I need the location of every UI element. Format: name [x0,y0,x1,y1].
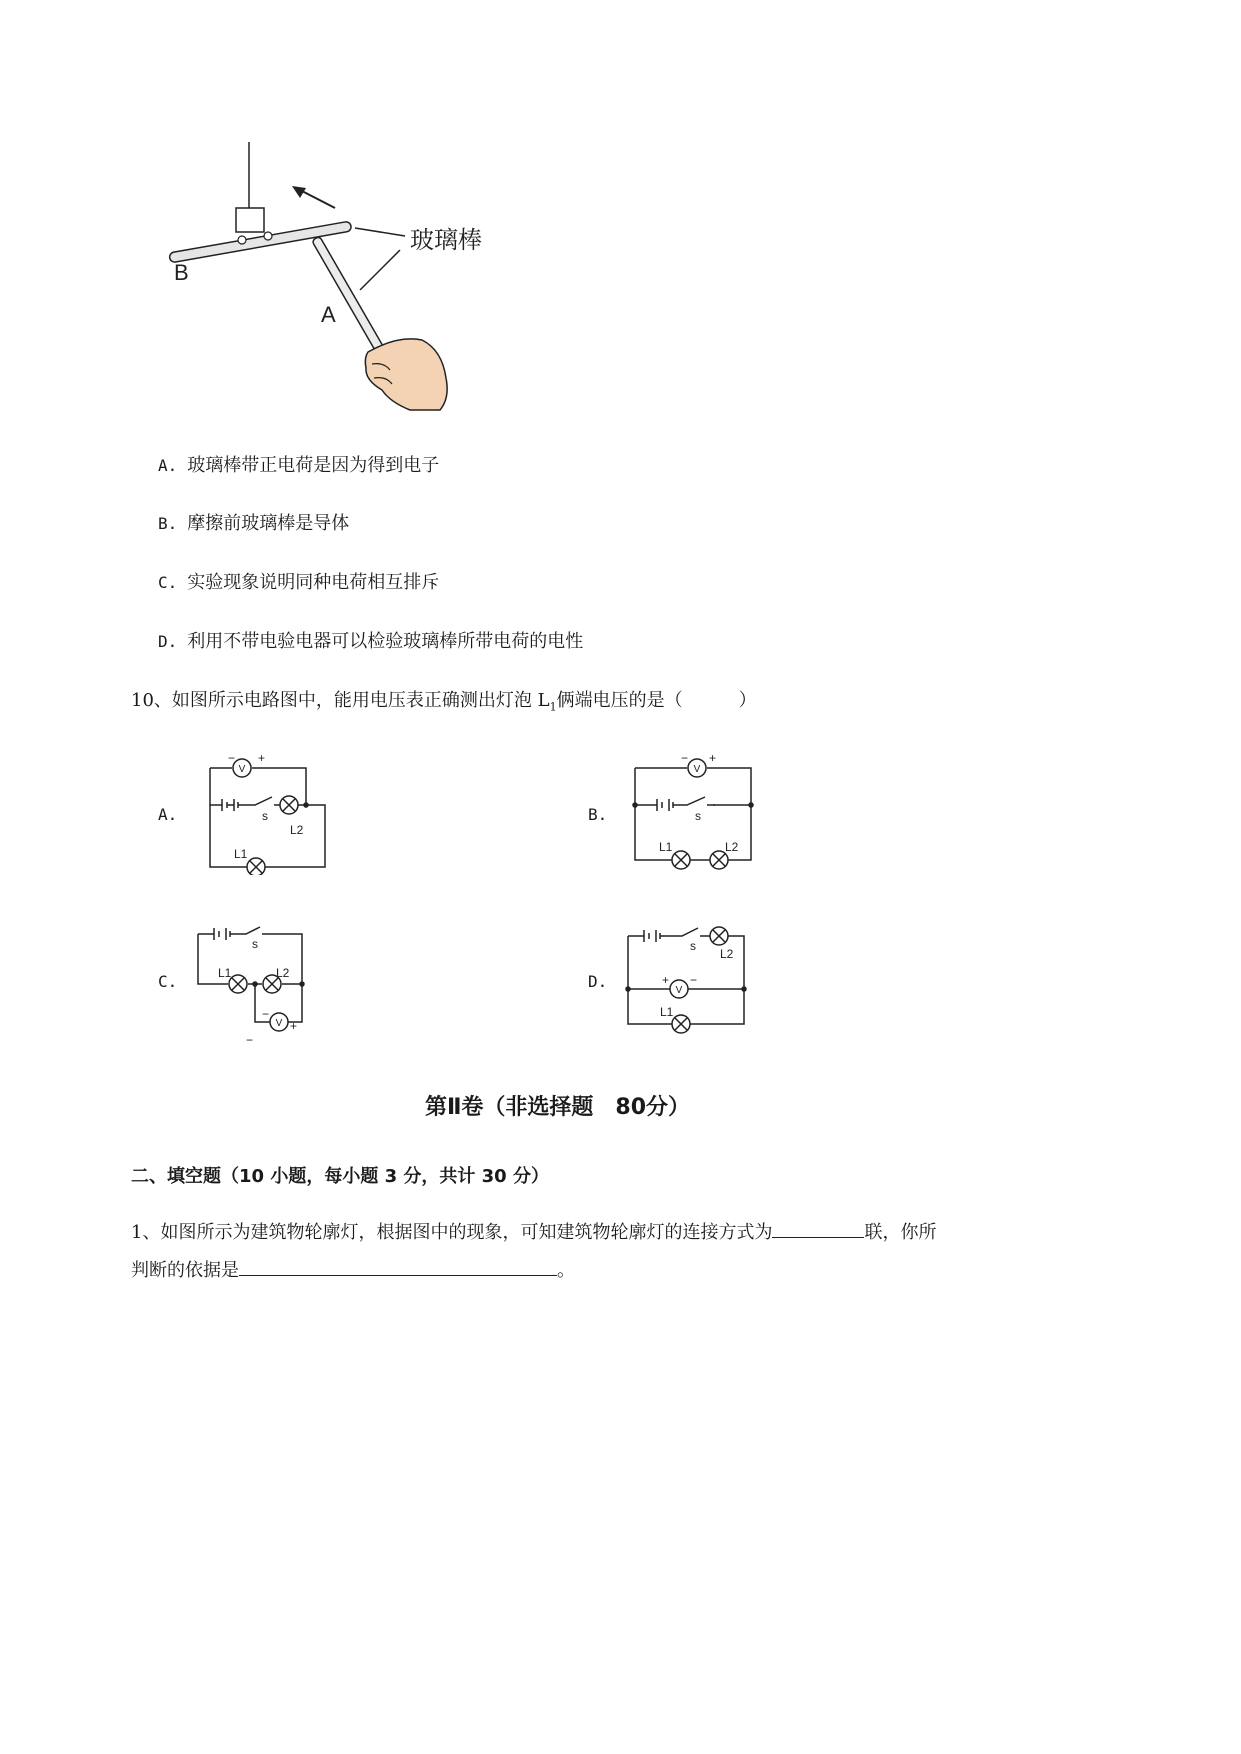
svg-text:L1: L1 [660,1005,674,1019]
answer-blank-2[interactable] [239,1257,557,1276]
svg-text:−: − [246,1033,254,1047]
svg-text:L2: L2 [720,947,734,961]
q10-option-d-label: D. [588,972,608,991]
q10-option-b-label: B. [588,805,608,824]
svg-text:s: s [262,809,268,823]
svg-text:L2: L2 [290,823,304,837]
svg-text:V: V [693,764,701,775]
q10-subscript: 1 [549,700,557,714]
answer-blank-1[interactable] [772,1219,864,1238]
svg-text:−: − [228,751,236,765]
q10-option-c-label: C. [158,972,178,991]
part2-title: 第Ⅱ卷（非选择题 80分） [424,1095,691,1120]
label-b: B [174,260,189,285]
svg-text:L2: L2 [725,840,739,854]
svg-text:−: − [262,1007,270,1021]
svg-text:−: − [681,751,689,765]
q9-option-d [158,630,583,654]
fill-question-1 [131,1218,1036,1286]
q1-text-part4: 。 [557,1260,575,1281]
svg-text:s: s [690,939,696,953]
circuit-b [625,750,765,875]
svg-text:s: s [252,937,258,951]
option-letter: A. [158,456,178,475]
option-letter: D. [158,632,178,651]
option-letter: B. [158,514,178,533]
svg-text:L1: L1 [234,847,248,861]
svg-text:+: + [662,973,670,987]
svg-text:s: s [695,809,701,823]
q1-text-part2: 联，你所 [864,1222,937,1243]
q9-option-c [158,571,439,595]
svg-text:+: + [290,1019,298,1033]
svg-text:+: + [258,751,266,765]
option-text: 利用不带电验电器可以检验玻璃棒所带电荷的电性 [187,631,584,652]
q10-suffix: 俩端电压的是（ [556,690,683,711]
section-heading: 二、填空题（10 小题，每小题 3 分，共计 30 分） [131,1166,549,1187]
option-text: 玻璃棒带正电荷是因为得到电子 [187,455,440,476]
q10-close-paren: ） [738,690,757,711]
question-10-stem [131,686,757,723]
q1-text-part1: 1、如图所示为建筑物轮廓灯，根据图中的现象，可知建筑物轮廓灯的连接方式为 [131,1222,773,1243]
glass-rod-figure [160,140,520,420]
q1-text-part3: 判断的依据是 [131,1260,239,1281]
option-text: 实验现象说明同种电荷相互排斥 [187,572,440,593]
svg-text:V: V [675,985,683,996]
svg-text:+: + [709,751,717,765]
q10-option-a-label: A. [158,805,178,824]
svg-text:L1: L1 [659,840,673,854]
svg-text:L2: L2 [276,966,290,980]
label-a: A [321,302,336,327]
label-glass-rod: 玻璃棒 [410,227,482,254]
circuit-c [190,922,320,1047]
option-letter: C. [158,573,178,592]
svg-text:V: V [275,1018,283,1029]
svg-text:V: V [238,764,246,775]
svg-text:L1: L1 [218,966,232,980]
circuit-d [620,922,760,1047]
option-text: 摩擦前玻璃棒是导体 [187,513,350,534]
q9-option-a [158,454,439,478]
circuit-a [200,750,340,875]
q10-prefix: 10、如图所示电路图中，能用电压表正确测出灯泡 L [131,690,550,711]
q9-option-b [158,512,349,536]
svg-text:−: − [690,973,698,987]
